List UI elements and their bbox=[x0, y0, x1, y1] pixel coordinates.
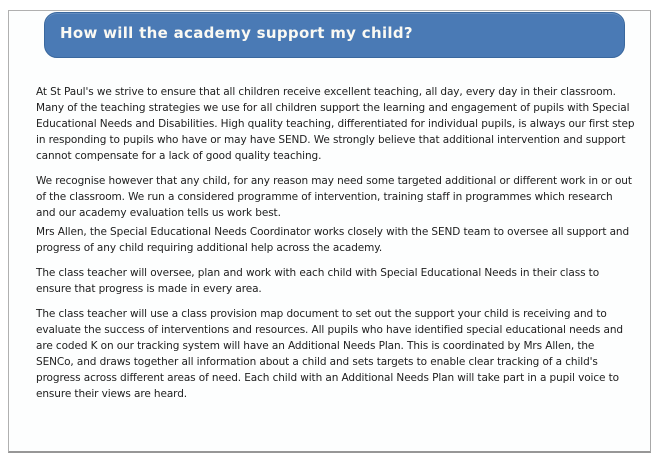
paragraph-quality-teaching: At St Paul's we strive to ensure that all children receive excellent teaching, all day, every day in their classroom. Many of the teaching strategies we use for all children support the learning and engagement of pupils with Special Educational Needs and Disabilities. High quality teaching, differentiated for individual pupils, is always our first step in responding to pupils who have or may have SEND. We strongly believe that additional intervention and support cannot compensate for a lack of good quality teaching. bbox=[36, 86, 635, 162]
page-title: How will the academy support my child? bbox=[60, 24, 413, 42]
paragraph-targeted-intervention: We recognise however that any child, for any reason may need some targeted additional or different work in or out of the classroom. We run a considered programme of intervention, training staff in programmes which research and our academy evaluation tells us work best. bbox=[36, 175, 632, 219]
document-body bbox=[36, 84, 635, 402]
page-frame bbox=[8, 10, 651, 453]
paragraph-senco-oversight: Mrs Allen, the Special Educational Needs Coordinator works closely with the SEND team to oversee all support and progress of any child requiring additional help across the academy. bbox=[36, 226, 630, 254]
page-title-banner bbox=[44, 12, 625, 58]
paragraph-provision-map: The class teacher will use a class provision map document to set out the support your child is receiving and to evaluate the success of interventions and resources. All pupils who have identified special educational needs and are coded K on our tracking system will have an Additional Needs Plan. This is coordinated by Mrs Allen, the SENCo, and draws together all information about a child and sets targets to enable clear tracking of a child's progress across different areas of need. Each child with an Additional Needs Plan will take part in a pupil voice to ensure their views are heard. bbox=[36, 308, 623, 400]
paragraph-class-teacher-role: The class teacher will oversee, plan and work with each child with Special Educational Needs in their class to ensure that progress is made in every area. bbox=[36, 267, 600, 295]
